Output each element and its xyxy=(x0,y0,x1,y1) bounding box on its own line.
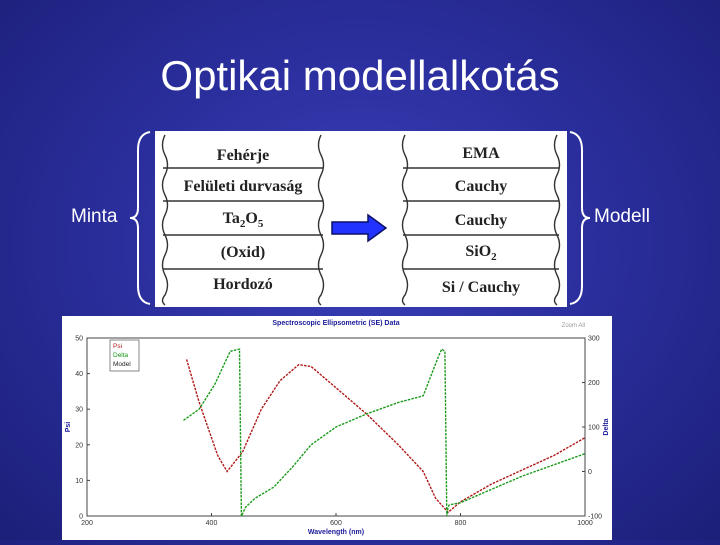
chart-title: Spectroscopic Ellipsometric (SE) Data xyxy=(272,320,400,327)
model-layer-cauchy-1: Cauchy xyxy=(454,178,508,195)
x-tick-label: 200 xyxy=(81,520,93,527)
se-chart xyxy=(62,316,612,540)
series-line-delta xyxy=(184,349,586,516)
legend-item-model: Model xyxy=(113,361,131,368)
zoom-all-button: Zoom All xyxy=(561,323,585,329)
y-right-tick-label: 0 xyxy=(588,469,592,476)
y-left-tick-label: 30 xyxy=(75,406,83,414)
legend-item-delta: Delta xyxy=(113,352,129,359)
modell-label: Modell xyxy=(594,206,650,227)
slide-title: Optikai modellalkotás xyxy=(160,52,560,99)
y-left-tick-label: 0 xyxy=(79,513,83,521)
y-left-tick-label: 10 xyxy=(75,477,83,485)
x-tick-label: 1000 xyxy=(577,520,593,527)
sample-layer-protein: Fehérje xyxy=(216,147,270,164)
y-right-tick-label: 300 xyxy=(588,335,600,343)
series-line-psi xyxy=(187,359,585,512)
sample-layer-tantalum-oxide: $Ta_2O_5$ xyxy=(222,210,264,231)
right-brace xyxy=(568,130,592,306)
y-right-tick-label: 100 xyxy=(588,424,600,432)
minta-label: Minta xyxy=(71,206,118,227)
sample-layer-oxide: (Oxid) xyxy=(220,244,266,261)
model-layer-ema: EMA xyxy=(462,145,500,162)
x-tick-label: 400 xyxy=(205,520,218,527)
model-layer-sio2: SiO$_2$ xyxy=(465,243,497,264)
x-axis-label: Wavelength (nm) xyxy=(307,529,365,536)
y-left-axis-label: Psi xyxy=(65,421,72,433)
x-tick-label: 600 xyxy=(330,520,342,527)
y-right-tick-label: 200 xyxy=(588,380,600,387)
legend-item-psi: Psi xyxy=(113,343,123,350)
sample-layer-substrate: Hordozó xyxy=(213,276,273,293)
sample-layer-roughness: Felületi durvaság xyxy=(183,178,303,195)
model-layer-si-cauchy: Si / Cauchy xyxy=(441,279,521,296)
arrow-icon xyxy=(330,213,390,243)
x-tick-label: 800 xyxy=(454,520,467,527)
se-chart-panel xyxy=(62,316,612,540)
y-right-tick-label: -100 xyxy=(588,513,603,521)
left-brace xyxy=(128,130,152,306)
y-left-tick-label: 40 xyxy=(75,371,83,379)
y-left-tick-label: 20 xyxy=(75,442,83,450)
y-right-axis-label: Delta xyxy=(603,418,610,436)
model-layer-cauchy-2: Cauchy xyxy=(454,212,508,229)
layer-model-panel xyxy=(155,131,567,307)
y-left-tick-label: 50 xyxy=(75,335,83,343)
